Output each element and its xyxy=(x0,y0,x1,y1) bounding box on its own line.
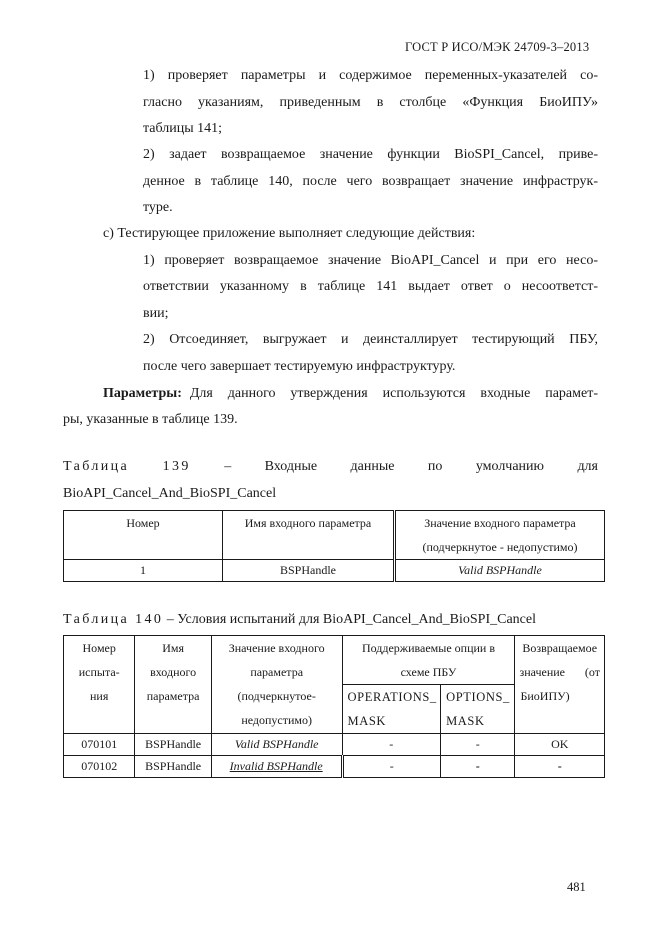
cell-param-name: BSPHandle xyxy=(135,756,211,778)
cell-param-value: Invalid BSPHandle xyxy=(211,756,342,778)
table139-caption: Таблица 139 – Входные данные по умолчанию для xyxy=(63,459,598,474)
body-line: после чего завершает тестируемую инфраструктуру. xyxy=(143,359,456,374)
body-line: гласно указаниям, приведенным в столбце «Функция БиоИПУ» xyxy=(143,95,598,110)
col-header-param-name: Имя входного параметра xyxy=(135,636,211,734)
cell-return-value: OK xyxy=(515,734,605,756)
col-header-options-mask: OPTIONS_ MASK xyxy=(441,685,515,734)
body-line: 1) проверяет параметры и содержимое переменных-указателей со- xyxy=(143,68,598,83)
body-line: туре. xyxy=(143,200,173,215)
col-header-param-value: Значение входного параметра (подчеркнутое- недопустимо) xyxy=(211,636,342,734)
table-header-row xyxy=(64,511,605,560)
table-row xyxy=(64,734,605,756)
col-header-test-number: Номер испыта- ния xyxy=(64,636,135,734)
table-header-row xyxy=(64,636,605,685)
cell-param-name: BSPHandle xyxy=(223,560,395,582)
body-line: 1) проверяет возвращаемое значение BioAPI_Cancel и при его несо- xyxy=(143,253,598,268)
table140 xyxy=(63,635,605,778)
cell-param-name: BSPHandle xyxy=(135,734,211,756)
page-number: 481 xyxy=(567,880,586,894)
cell-number: 1 xyxy=(64,560,223,582)
body-line: ответствии указанному в таблице 141 выдает ответ о несоответст- xyxy=(143,279,598,294)
cell-param-value: Valid BSPHandle xyxy=(395,560,605,582)
col-header-param-name: Имя входного параметра xyxy=(223,511,395,560)
body-line: 2) Отсоединяет, выгружает и деинсталлирует тестирующий ПБУ, xyxy=(143,332,598,347)
params-label: Параметры: xyxy=(103,386,182,401)
col-header-supported-options: Поддерживаемые опции в схеме ПБУ xyxy=(342,636,515,685)
col-header-return-value: Возвращаемое значение (от БиоИПУ) xyxy=(515,636,605,734)
body-line: таблицы 141; xyxy=(143,121,223,136)
col-header-operations-mask: OPERATIONS_ MASK xyxy=(342,685,441,734)
params-line xyxy=(103,385,598,403)
cell-options-mask: - xyxy=(441,756,515,778)
col-header-param-value: Значение входного параметра (подчеркнутое - недопустимо) xyxy=(395,511,605,560)
cell-test-number: 070102 xyxy=(64,756,135,778)
cell-operations-mask: - xyxy=(342,734,441,756)
table139-caption-line2: BioAPI_Cancel_And_BioSPI_Cancel xyxy=(63,486,277,501)
cell-operations-mask: - xyxy=(342,756,441,778)
params-line-2: ры, указанные в таблице 139. xyxy=(63,412,238,427)
table140-caption: Таблица 140 – Условия испытаний для BioAPI_Cancel_And_BioSPI_Cancel xyxy=(63,612,536,627)
document-header: ГОСТ Р ИСО/МЭК 24709-3–2013 xyxy=(405,40,590,54)
table-row xyxy=(64,560,605,582)
cell-param-value: Valid BSPHandle xyxy=(211,734,342,756)
table139 xyxy=(63,510,605,582)
body-line: денное в таблице 140, после чего возвращает значение инфраструк- xyxy=(143,174,598,189)
cell-options-mask: - xyxy=(441,734,515,756)
table-row xyxy=(64,756,605,778)
cell-test-number: 070101 xyxy=(64,734,135,756)
params-text: Для данного утверждения используются входные парамет- xyxy=(189,386,598,401)
body-line: вии; xyxy=(143,306,169,321)
cell-return-value: - xyxy=(515,756,605,778)
col-header-number: Номер xyxy=(64,511,223,560)
body-line: 2) задает возвращаемое значение функции BioSPI_Cancel, приве- xyxy=(143,147,598,162)
body-line: c) Тестирующее приложение выполняет следующие действия: xyxy=(103,226,476,241)
